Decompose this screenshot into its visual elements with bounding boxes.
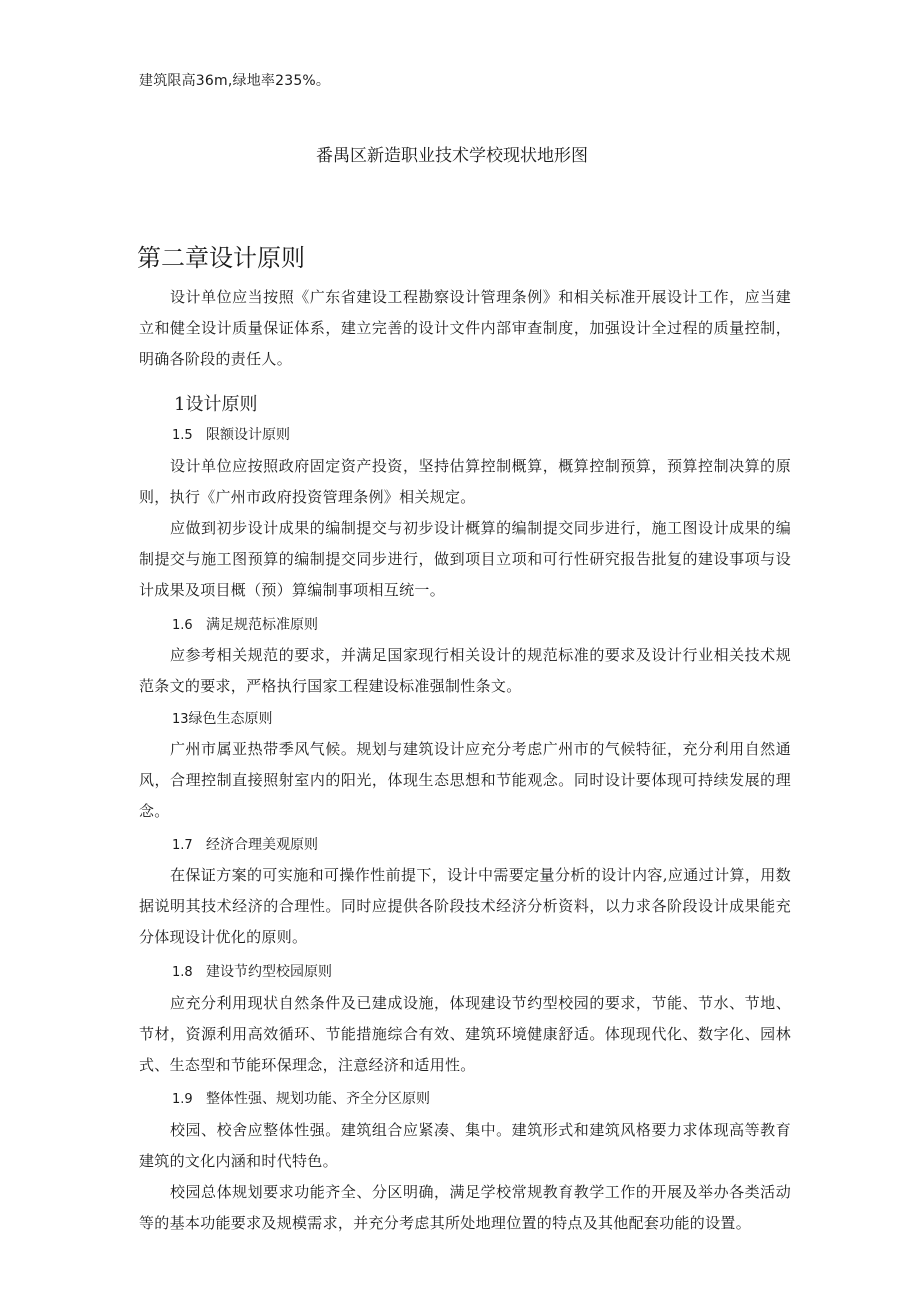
paragraph: 应做到初步设计成果的编制提交与初步设计概算的编制提交同步进行，施工图设计成果的编制提交与施工图预算的编制提交同步进行，做到项目立项和可行性研究报告批复的建设事项与设计成果及项目概（预）算编制事项相互统一。 xyxy=(139,519,791,599)
intro-paragraph: 设计单位应当按照《广东省建设工程勘察设计管理条例》和相关标准开展设计工作，应当建立和健全设计质量保证体系，建立完善的设计文件内部审查制度，加强设计全过程的质量控制，明确各阶段的责任人。 xyxy=(139,288,791,368)
subsection-number: 1.9 xyxy=(172,1092,193,1107)
subsection-heading xyxy=(172,834,318,854)
subsection-title: 限额设计原则 xyxy=(206,427,290,443)
subsection-title: 经济合理美观原则 xyxy=(206,837,318,853)
chapter-title: 第二章设计原则 xyxy=(137,244,305,272)
subsection-heading xyxy=(172,1088,430,1108)
subsection-number: 1.5 xyxy=(172,428,193,443)
subsection-title: 绿色生态原则 xyxy=(188,711,273,727)
subsection-heading xyxy=(172,424,290,444)
figure-caption: 番禺区新造职业技术学校现状地形图 xyxy=(316,146,588,166)
paragraph: 设计单位应按照政府固定资产投资，坚持估算控制概算，概算控制预算，预算控制决算的原则，执行《广州市政府投资管理条例》相关规定。 xyxy=(139,457,791,506)
subsection-number: 1.7 xyxy=(172,838,193,853)
paragraph: 校园总体规划要求功能齐全、分区明确，满足学校常规教育教学工作的开展及举办各类活动等的基本功能要求及规模需求，并充分考虑其所处地理位置的特点及其他配套功能的设置。 xyxy=(139,1183,791,1232)
section-title: 1设计原则 xyxy=(174,394,258,415)
subsection-number: 13 xyxy=(172,712,189,727)
subsection-number: 1.6 xyxy=(172,618,193,633)
subsection-title: 满足规范标准原则 xyxy=(206,617,318,633)
paragraph: 在保证方案的可实施和可操作性前提下，设计中需要定量分析的设计内容,应通过计算，用数据说明其技术经济的合理性。同时应提供各阶段技术经济分析资料，以力求各阶段设计成果能充分体现设计优化的原则。 xyxy=(139,866,791,946)
top-note: 建筑限高36m,绿地率235%。 xyxy=(139,73,331,89)
subsection-title: 整体性强、规划功能、齐全分区原则 xyxy=(206,1091,430,1107)
paragraph: 应参考相关规范的要求，并满足国家现行相关设计的规范标准的要求及设计行业相关技术规范条文的要求，严格执行国家工程建设标准强制性条文。 xyxy=(139,646,791,695)
paragraph: 校园、校舍应整体性强。建筑组合应紧凑、集中。建筑形式和建筑风格要力求体现高等教育建筑的文化内涵和时代特色。 xyxy=(139,1121,791,1170)
subsection-heading xyxy=(172,614,318,634)
subsection-heading xyxy=(172,961,332,981)
subsection-title: 建设节约型校园原则 xyxy=(206,964,332,980)
paragraph: 广州市属亚热带季风气候。规划与建筑设计应充分考虑广州市的气候特征，充分利用自然通风，合理控制直接照射室内的阳光，体现生态思想和节能观念。同时设计要体现可持续发展的理念。 xyxy=(139,740,791,820)
subsection-heading xyxy=(172,708,273,728)
paragraph: 应充分利用现状自然条件及已建成设施，体现建设节约型校园的要求，节能、节水、节地、节材，资源利用高效循环、节能措施综合有效、建筑环境健康舒适。体现现代化、数字化、园林式、生态型和节能环保理念，注意经济和适用性。 xyxy=(139,994,791,1074)
subsection-number: 1.8 xyxy=(172,965,193,980)
